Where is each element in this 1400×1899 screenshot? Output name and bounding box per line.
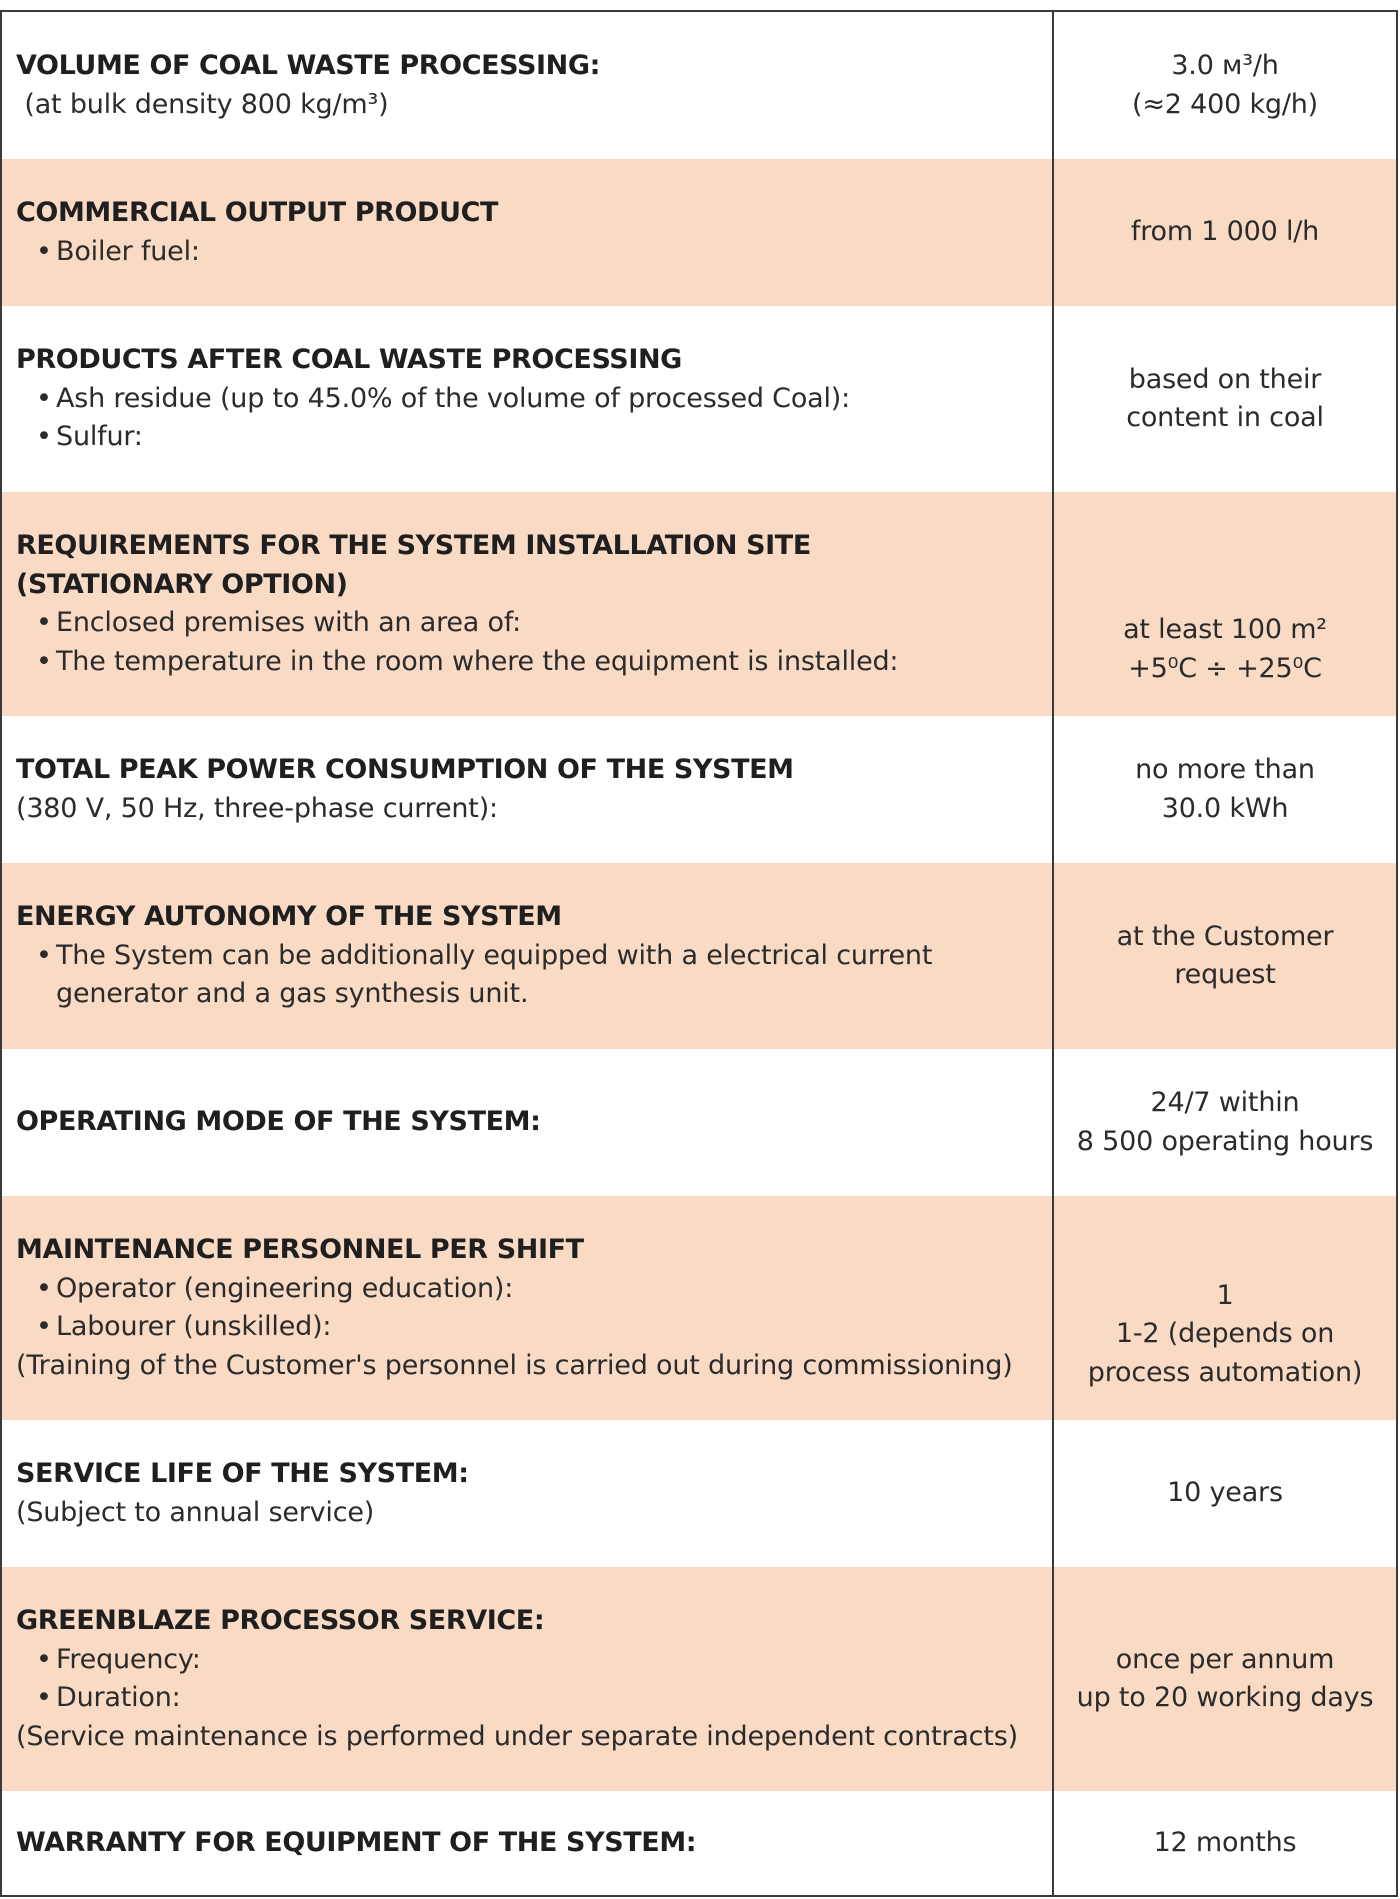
row-note: (Service maintenance is performed under separate independent contracts)	[16, 1720, 1018, 1752]
row-bullet	[16, 1270, 1042, 1309]
row-label-cell	[2, 1420, 1052, 1567]
bullet-text: Sulfur:	[56, 421, 143, 453]
row-value: process automation)	[1087, 1356, 1363, 1388]
row-value-cell	[1052, 1567, 1396, 1791]
row-value-cell	[1052, 1420, 1396, 1567]
table-row	[2, 1791, 1396, 1895]
row-label-cell	[2, 1049, 1052, 1196]
row-note: (380 V, 50 Hz, three-phase current):	[16, 792, 498, 824]
row-value-cell	[1052, 159, 1396, 306]
row-value: request	[1174, 959, 1276, 990]
bullet-text: Frequency:	[56, 1643, 201, 1675]
row-bullet	[16, 418, 1042, 457]
row-value: at the Customer	[1116, 920, 1334, 952]
row-value-cell	[1052, 306, 1396, 492]
row-title: MAINTENANCE PERSONNEL PER SHIFT	[16, 1234, 584, 1265]
row-value: content in coal	[1126, 402, 1324, 433]
row-value: 30.0 kWh	[1161, 792, 1289, 824]
row-value-cell	[1052, 1049, 1396, 1196]
table-row	[2, 1567, 1396, 1791]
row-title: ENERGY AUTONOMY OF THE SYSTEM	[16, 901, 562, 933]
bullet-text: Boiler fuel:	[56, 235, 200, 267]
bullet-text: The temperature in the room where the equipment is installed:	[56, 645, 899, 677]
bullet-icon: •	[36, 607, 52, 638]
row-value: 1-2 (depends on	[1115, 1318, 1335, 1349]
bullet-icon: •	[36, 235, 52, 267]
row-title: REQUIREMENTS FOR THE SYSTEM INSTALLATION SITE	[16, 530, 811, 561]
row-value: from 1 000 l/h	[1130, 216, 1320, 248]
row-value: +5⁰C ÷ +25⁰C	[1128, 652, 1322, 684]
row-bullet-continuation: generator and a gas synthesis unit.	[56, 978, 529, 1010]
table-row	[2, 1420, 1396, 1567]
bullet-text: Enclosed premises with an area of:	[56, 607, 522, 638]
row-value-cell	[1052, 1196, 1396, 1420]
row-title: PRODUCTS AFTER COAL WASTE PROCESSING	[16, 344, 682, 376]
row-bullet	[16, 380, 1042, 419]
row-title: OPERATING MODE OF THE SYSTEM:	[16, 1106, 541, 1138]
row-title: SERVICE LIFE OF THE SYSTEM:	[16, 1458, 469, 1489]
bullet-text: Ash residue (up to 45.0% of the volume of processed Coal):	[56, 382, 851, 414]
row-value: 24/7 within	[1150, 1087, 1300, 1118]
row-label-cell	[2, 12, 1052, 159]
row-note: (Subject to annual service)	[16, 1496, 375, 1528]
row-value: 12 months	[1153, 1826, 1297, 1858]
row-label-cell	[2, 1791, 1052, 1895]
row-title: GREENBLAZE PROCESSOR SERVICE:	[16, 1605, 545, 1636]
row-value: 3.0 м³/h	[1171, 50, 1279, 81]
row-value: (≈2 400 kg/h)	[1132, 88, 1318, 120]
row-label-cell	[2, 492, 1052, 716]
row-bullet	[16, 233, 1042, 272]
row-title: TOTAL PEAK POWER CONSUMPTION OF THE SYSTEM	[16, 754, 794, 785]
bullet-icon: •	[36, 382, 52, 414]
bullet-icon: •	[36, 1311, 52, 1342]
table-row	[2, 1049, 1396, 1196]
row-value: once per annum	[1115, 1643, 1335, 1675]
row-value-cell	[1052, 12, 1396, 159]
bullet-icon: •	[36, 645, 52, 677]
bullet-text: Labourer (unskilled):	[56, 1311, 332, 1342]
row-value: 10 years	[1167, 1477, 1283, 1509]
row-value: 1	[1216, 1279, 1234, 1311]
row-title: (STATIONARY OPTION)	[16, 568, 348, 600]
row-label-cell	[2, 1567, 1052, 1791]
table-row	[2, 12, 1396, 159]
table-row	[2, 1196, 1396, 1420]
row-value: at least 100 m²	[1123, 614, 1327, 645]
row-label-cell	[2, 716, 1052, 863]
row-bullet	[16, 1641, 1042, 1680]
row-value-cell	[1052, 1791, 1396, 1895]
bullet-icon: •	[36, 1643, 52, 1675]
row-bullet	[16, 1679, 1042, 1718]
row-label-cell	[2, 863, 1052, 1049]
table-row	[2, 159, 1396, 306]
row-title: WARRANTY FOR EQUIPMENT OF THE SYSTEM:	[16, 1826, 697, 1858]
row-value: no more than	[1135, 754, 1315, 785]
table-row	[2, 863, 1396, 1049]
bullet-icon: •	[36, 1682, 52, 1713]
row-value: 8 500 operating hours	[1076, 1125, 1374, 1157]
row-bullet	[16, 643, 1042, 682]
row-value-cell	[1052, 492, 1396, 716]
bullet-icon: •	[36, 939, 52, 971]
bullet-text: Operator (engineering education):	[56, 1272, 514, 1304]
spec-table	[0, 10, 1398, 1897]
table-row	[2, 306, 1396, 492]
row-label-cell	[2, 1196, 1052, 1420]
row-bullet	[16, 937, 1042, 976]
row-bullet	[16, 1308, 1042, 1347]
row-title: COMMERCIAL OUTPUT PRODUCT	[16, 197, 499, 228]
row-value: based on their	[1128, 363, 1322, 395]
row-note: (Training of the Customer's personnel is carried out during commissioning)	[16, 1349, 1013, 1381]
row-label-cell	[2, 159, 1052, 306]
row-label-cell	[2, 306, 1052, 492]
bullet-text: Duration:	[56, 1682, 181, 1713]
row-bullet	[16, 604, 1042, 643]
table-row	[2, 716, 1396, 863]
row-value-cell	[1052, 716, 1396, 863]
bullet-icon: •	[36, 421, 52, 453]
row-note: (at bulk density 800 kg/m³)	[16, 88, 389, 120]
row-value: up to 20 working days	[1076, 1682, 1374, 1713]
table-row	[2, 492, 1396, 716]
bullet-icon: •	[36, 1272, 52, 1304]
row-title: VOLUME OF COAL WASTE PROCESSING:	[16, 50, 601, 81]
bullet-text: The System can be additionally equipped with a electrical current	[56, 939, 933, 971]
row-value-cell	[1052, 863, 1396, 1049]
